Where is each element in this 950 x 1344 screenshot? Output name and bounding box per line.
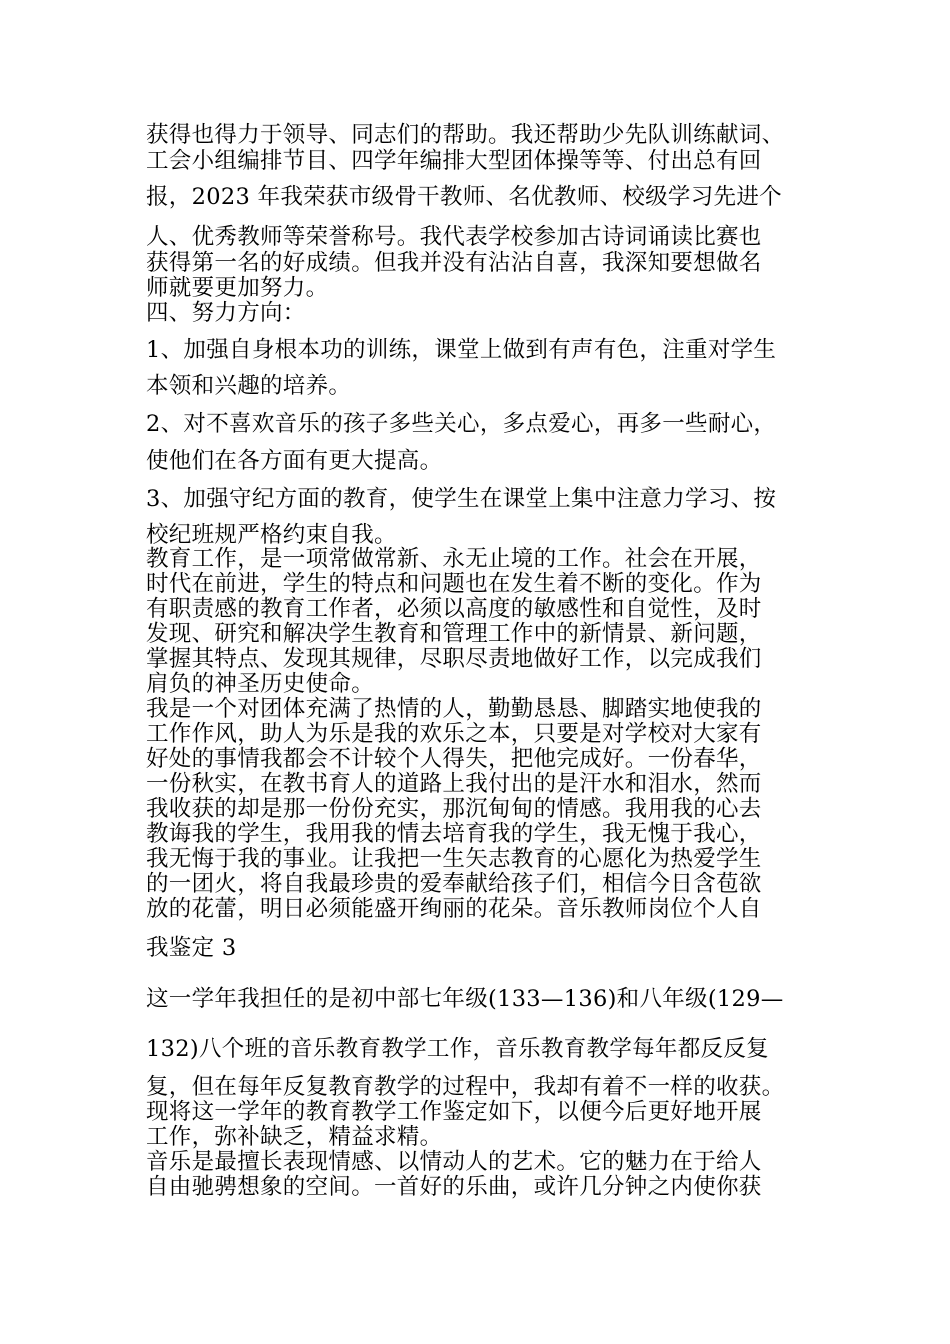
text-line: 3、加强守纪方面的教育，使学生在课堂上集中注意力学习、按 (146, 486, 777, 512)
text-line: 时代在前进，学生的特点和问题也在发生着不断的变化。作为 (146, 571, 762, 597)
text-line: 2、对不喜欢音乐的孩子多些关心，多点爱心，再多一些耐心， (146, 411, 777, 437)
text-line: 人、优秀教师等荣誉称号。我代表学校参加古诗词诵读比赛也 (146, 224, 762, 250)
text-line: 我鉴定 3 (146, 935, 237, 961)
text-line: 音乐是最擅长表现情感、以情动人的艺术。它的魅力在于给人 (146, 1149, 762, 1175)
text-line: 教诲我的学生，我用我的情去培育我的学生，我无愧于我心， (146, 821, 762, 847)
text-line: 工作，弥补缺乏，精益求精。 (146, 1124, 443, 1150)
text-line: 本领和兴趣的培养。 (146, 373, 352, 399)
text-line: 工作作风，助人为乐是我的欢乐之本，只要是对学校对大家有 (146, 721, 762, 747)
text-line: 一份秋实，在教书育人的道路上我付出的是汗水和泪水，然而 (146, 771, 762, 797)
text-line: 好处的事情我都会不计较个人得失，把他完成好。一份春华， (146, 746, 762, 772)
text-line: 肩负的神圣历史使命。 (146, 671, 375, 697)
text-line: 我无悔于我的事业。让我把一生矢志教育的心愿化为热爱学生 (146, 846, 762, 872)
text-line: 四、努力方向： (146, 300, 306, 326)
text-line: 工会小组编排节目、四学年编排大型团体操等等、付出总有回 (146, 148, 762, 174)
text-line: 获得也得力于领导、同志们的帮助。我还帮助少先队训练献词、 (146, 122, 785, 148)
text-line: 我收获的却是那一份份充实，那沉甸甸的情感。我用我的心去 (146, 796, 762, 822)
text-line: 校纪班规严格约束自我。 (146, 522, 397, 548)
text-line: 这一学年我担任的是初中部七年级(133—136)和八年级(129— (146, 986, 784, 1012)
text-line: 1、加强自身根本功的训练，课堂上做到有声有色，注重对学生 (146, 337, 777, 363)
text-line: 复，但在每年反复教育教学的过程中，我却有着不一样的收获。 (146, 1074, 785, 1100)
text-line: 自由驰骋想象的空间。一首好的乐曲，或许几分钟之内使你获 (146, 1174, 762, 1200)
text-line: 放的花蕾，明日必须能盛开绚丽的花朵。音乐教师岗位个人自 (146, 896, 762, 922)
text-line: 教育工作，是一项常做常新、永无止境的工作。社会在开展， (146, 546, 762, 572)
text-line: 掌握其特点、发现其规律，尽职尽责地做好工作，以完成我们 (146, 646, 762, 672)
text-line: 现将这一学年的教育教学工作鉴定如下，以便今后更好地开展 (146, 1099, 762, 1125)
text-line: 报，2023 年我荣获市级骨干教师、名优教师、校级学习先进个 (146, 184, 782, 210)
text-line: 发现、研究和解决学生教育和管理工作中的新情景、新问题， (146, 621, 762, 647)
text-line: 师就要更加努力。 (146, 275, 329, 301)
text-line: 获得第一名的好成绩。但我并没有沾沾自喜，我深知要想做名 (146, 250, 762, 276)
text-line: 有职责感的教育工作者，必须以高度的敏感性和自觉性，及时 (146, 596, 762, 622)
text-line: 的一团火，将自我最珍贵的爱奉献给孩子们，相信今日含苞欲 (146, 871, 762, 897)
text-line: 我是一个对团体充满了热情的人，勤勤恳恳、脚踏实地使我的 (146, 696, 762, 722)
text-line: 132)八个班的音乐教育教学工作，音乐教育教学每年都反反复 (146, 1036, 769, 1062)
text-line: 使他们在各方面有更大提高。 (146, 448, 443, 474)
